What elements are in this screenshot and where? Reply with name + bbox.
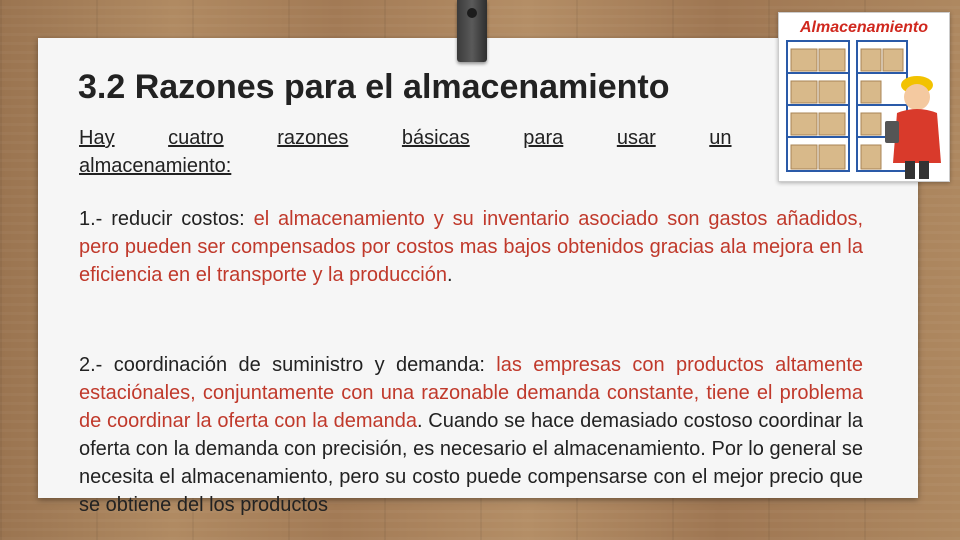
warehouse-worker-illustration bbox=[779, 13, 949, 181]
intro-line-1 bbox=[79, 124, 854, 152]
reason-2-rest: . Cuando se hace demasiado costoso coordinar la oferta con la demanda con precisión, es necesario el almacenamiento. Por lo general se necesita el almacenamiento, pero su costo puede compensarse con el mejor precio que se obtiene del los productos bbox=[79, 410, 864, 516]
intro-word: almacenamiento: bbox=[79, 155, 232, 177]
reason-1-heading: 1.- reducir costos: bbox=[79, 208, 254, 230]
reason-1-body: el almacenamiento y su inventario asociado son gastos añadidos, pero pueden ser compensados por costos mas bajos obtenidos gracias ala mejora en la eficiencia en el transporte y la producción bbox=[79, 208, 863, 286]
binder-clip bbox=[457, 0, 487, 62]
clip-hole bbox=[467, 8, 477, 18]
illustration-title: Almacenamiento bbox=[799, 19, 929, 36]
reason-1-end: . bbox=[447, 264, 453, 286]
intro-word: usar bbox=[616, 127, 656, 149]
intro-line-2 bbox=[79, 152, 839, 180]
intro-word: básicas bbox=[401, 127, 470, 149]
reason-2-heading: 2.- coordinación de suministro y demanda: bbox=[79, 354, 497, 376]
almacenamiento-illustration bbox=[778, 12, 950, 182]
slide-title: 3.2 Razones para el almacenamiento bbox=[78, 68, 670, 106]
reason-2-paragraph bbox=[79, 351, 863, 519]
intro-word: Hay bbox=[79, 127, 115, 149]
reason-1-paragraph bbox=[79, 205, 863, 289]
reason-2-body: las empresas con productos altamente estaciónales, conjuntamente con una razonable demanda constante, tiene el problema de coordinar la oferta con la demanda bbox=[79, 354, 864, 432]
intro-word: para bbox=[523, 127, 564, 149]
intro-text bbox=[79, 124, 839, 180]
intro-word: razones bbox=[277, 127, 349, 149]
intro-word: cuatro bbox=[168, 127, 224, 149]
intro-word: un bbox=[709, 127, 732, 149]
